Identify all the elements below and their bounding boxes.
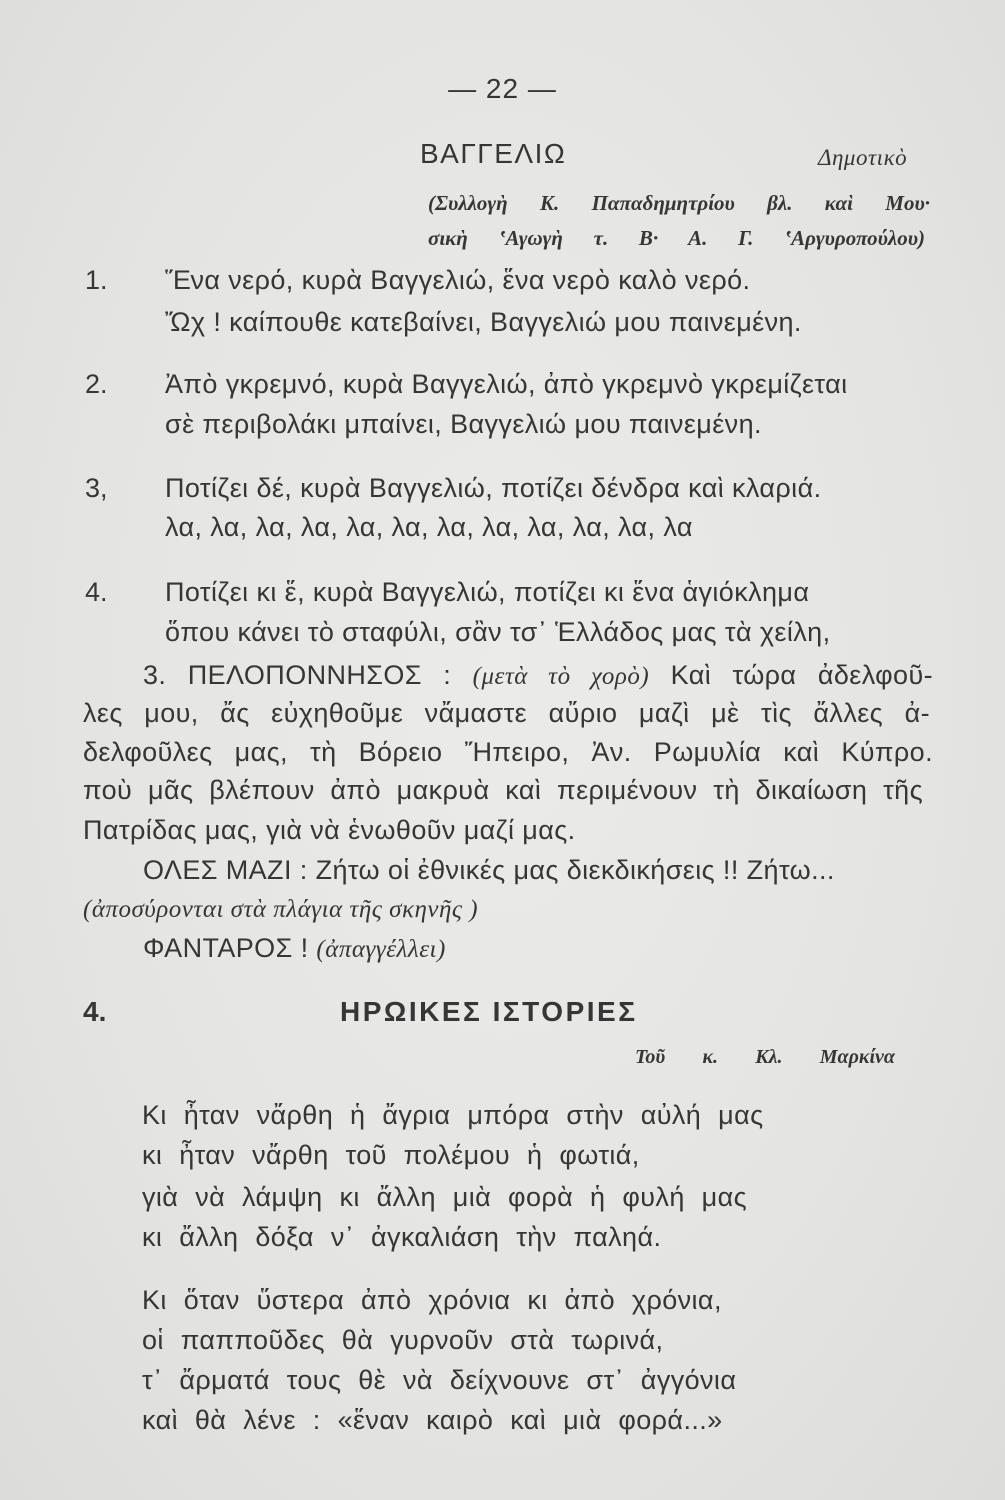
poem-line: οἱ παπποῦδες θὰ γυρνοῦν στὰ τωρινά,: [142, 1325, 664, 1355]
stanza-number: 4.: [85, 577, 108, 607]
verse-line: Ἀπὸ γκρεμνό, κυρὰ Βαγγελιώ, ἀπὸ γκρεμνὸ γκρεμίζεται: [165, 369, 848, 399]
poem-line: τ᾽ ἄρματά τους θὲ νὰ δείχνουνε στ᾽ ἀγγόνια: [142, 1365, 737, 1395]
verse-line: Ἕνα νερό, κυρὰ Βαγγελιώ, ἕνα νερὸ καλὸ νερό.: [165, 265, 751, 295]
poem-line: καὶ θὰ λένε : «ἕναν καιρὸ καὶ μιὰ φορά...»: [142, 1405, 723, 1435]
poem-line: Κι ὅταν ὕστερα ἀπὸ χρόνια κι ἀπὸ χρόνια,: [142, 1285, 722, 1315]
verse-line: ὅπου κάνει τὸ σταφύλι, σἂν τσ᾽ Ἑλλάδος μας τὰ χείλη,: [165, 617, 831, 647]
verse-line: Ποτίζει δέ, κυρὰ Βαγγελιώ, ποτίζει δένδρα καὶ κλαριά.: [165, 473, 822, 503]
dialogue-line: [143, 659, 933, 693]
verse-line: λα, λα, λα, λα, λα, λα, λα, λα, λα, λα, λα, λα: [165, 512, 693, 542]
stanza-number: 1.: [85, 265, 108, 295]
poem-author: Τοῦ κ. Κλ. Μαρκίνα: [635, 1046, 895, 1068]
stage-direction: (ἀπαγγέλλει): [316, 936, 446, 963]
speaker-name: ΟΛΕΣ ΜΑΖΙ :: [143, 855, 308, 885]
speaker-name: ΦΑΝΤΑΡΟΣ !: [143, 933, 309, 963]
stanza-number: 3,: [85, 473, 108, 503]
dialogue-line: [143, 854, 835, 886]
source-note-line: σικὴ ʽΑγωγὴ τ. Β· Α. Γ. ʽΑργυροπούλου): [428, 226, 925, 250]
song-title: ΒΑΓΓΕΛΙΩ: [420, 138, 567, 169]
poem-line: κι ἦταν νἄρθη τοῦ πολέμου ἡ φωτιά,: [142, 1140, 640, 1170]
dialogue-line: ποὺ μᾶς βλέπουν ἀπὸ μακρυὰ καὶ περιμένουν τὴ δικαίωση τῆς: [83, 775, 923, 805]
speaker-name: 3. ΠΕΛΟΠΟΝΝΗΣΟΣ :: [143, 660, 452, 690]
dialogue-line: [143, 932, 446, 966]
dialogue-text: Ζήτω οἱ ἐθνικές μας διεκδικήσεις !! Ζήτω...: [315, 855, 835, 885]
dialogue-line: δελφοῦλες μας, τὴ Βόρειο Ἤπειρο, Ἀν. Ρωμυλία καὶ Κύπρο.: [83, 737, 933, 767]
poem-line: γιὰ νὰ λάμψη κι ἄλλη μιὰ φορὰ ἡ φυλή μας: [142, 1182, 748, 1212]
section-number: 4.: [83, 996, 107, 1027]
dialogue-line: λες μου, ἄς εὐχηθοῦμε νἄμαστε αὔριο μαζὶ μὲ τὶς ἄλλες ἀ-: [83, 698, 930, 728]
stanza-number: 2.: [85, 369, 108, 399]
song-genre: Δημοτικὸ: [818, 145, 908, 170]
verse-line: Ὤχ ! καίπουθε κατεβαίνει, Βαγγελιώ μου παινεμένη.: [165, 307, 802, 337]
stage-direction: (ἀποσύρονται στὰ πλάγια τῆς σκηνῆς ): [83, 896, 479, 923]
poem-line: κι ἄλλη δόξα ν᾽ ἀγκαλιάση τὴν παληά.: [142, 1222, 662, 1252]
verse-line: Ποτίζει κι ἕ, κυρὰ Βαγγελιώ, ποτίζει κι ἕνα ἁγιόκλημα: [165, 577, 810, 607]
poem-title: ΗΡΩΙΚΕΣ ΙΣΤΟΡΙΕΣ: [340, 996, 638, 1027]
dialogue-line: Πατρίδας μας, γιὰ νὰ ἑνωθοῦν μαζί μας.: [83, 815, 576, 845]
verse-line: σὲ περιβολάκι μπαίνει, Βαγγελιώ μου παινεμένη.: [165, 409, 762, 439]
stage-direction: (μετὰ τὸ χορὸ): [472, 663, 650, 690]
dialogue-text: Καὶ τώρα ἀδελφοῦ-: [670, 660, 934, 690]
poem-line: Κι ἦταν νἄρθη ἡ ἄγρια μπόρα στὴν αὐλή μας: [142, 1100, 764, 1130]
page-number: — 22 —: [448, 73, 557, 104]
source-note-line: (Συλλογὴ Κ. Παπαδημητρίου βλ. καὶ Μου·: [428, 191, 930, 215]
